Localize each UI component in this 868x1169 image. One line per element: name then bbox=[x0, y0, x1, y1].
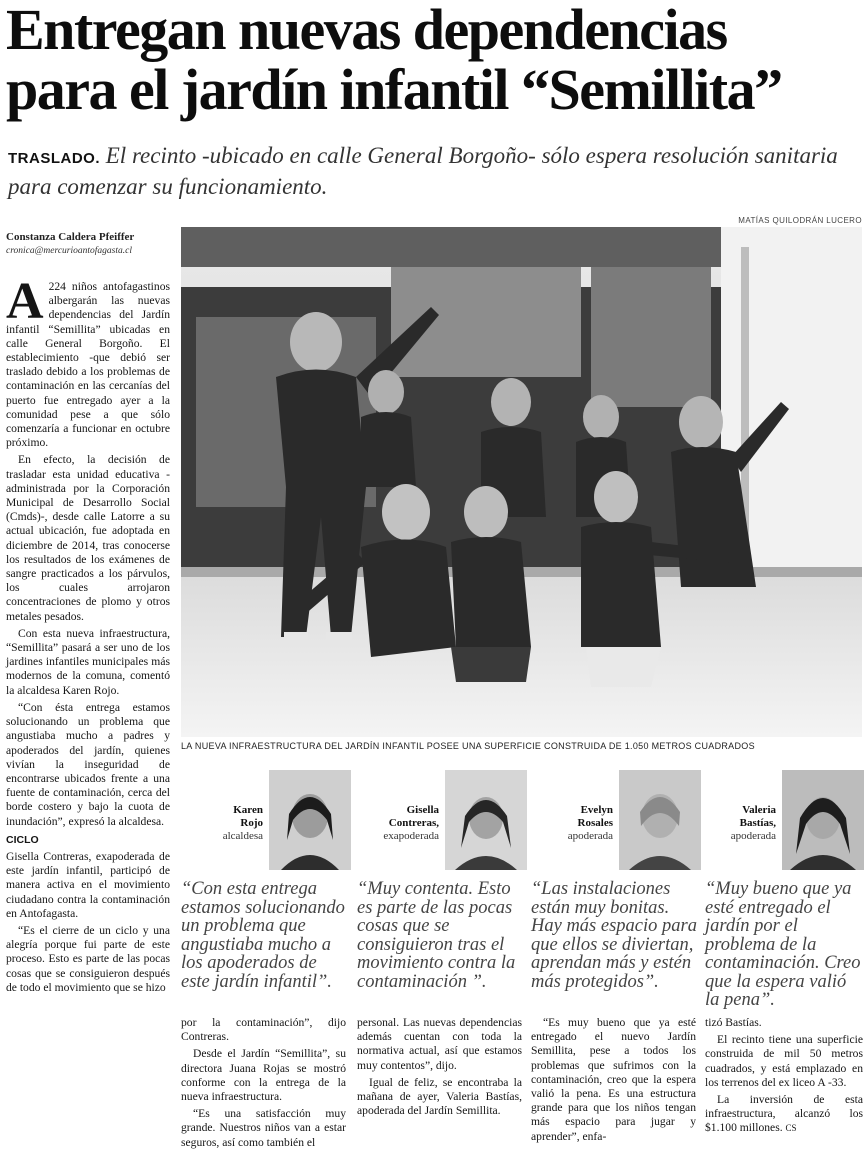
deck bbox=[8, 142, 858, 201]
byline bbox=[6, 231, 166, 256]
left-column bbox=[6, 273, 170, 998]
quote-name-line-1: Valeria bbox=[742, 804, 776, 816]
quote-name-line-1: Gisella bbox=[406, 804, 439, 816]
photo-credit: MATÍAS QUILODRÁN LUCERO bbox=[738, 216, 862, 225]
children-group-illustration bbox=[181, 227, 862, 737]
pull-quote: “Muy bueno que ya esté entregado el jardín por el problema de la contaminación. Creo que la espera valió la pena”. bbox=[705, 879, 861, 1010]
article-paragraph: personal. Las nuevas dependencias además cuentan con toda la normativa actual, así que estamos muy contentos”, dijo. bbox=[357, 1016, 522, 1072]
article-paragraph: El recinto tiene una superficie construida de mil 50 metros cuadrados, y está emplazado en los terrenos del ex liceo A -33. bbox=[705, 1033, 863, 1089]
article-paragraph: por la contaminación”, dijo Contreras. bbox=[181, 1016, 346, 1044]
portrait-photo bbox=[269, 770, 351, 870]
article-paragraph: Igual de feliz, se encontraba la mañana de ayer, Valeria Bastías, apoderada del Jardín Semillita. bbox=[357, 1075, 522, 1118]
quote-name-line-2: Contreras, bbox=[388, 817, 439, 829]
headline bbox=[6, 0, 862, 120]
quote-name-line-2: Rojo bbox=[240, 817, 263, 829]
article-paragraph: Gisella Contreras, exapoderada de este jardín infantil, participó de manera activa en el movimiento ciudadano contra la contaminación en Antofagasta. bbox=[6, 849, 170, 920]
headline-line-1: Entregan nuevas dependencias bbox=[6, 0, 727, 62]
article-paragraph: Con esta nueva infraestructura, “Semillita” pasará a ser uno de los jardines infantiles municipales más modernos de la comuna, comentó la alcaldesa Karen Rojo. bbox=[6, 626, 170, 697]
subheading: CICLO bbox=[6, 833, 39, 846]
quotes-strip bbox=[181, 768, 864, 1008]
pull-quote: “Con esta entrega estamos solucionando un problema que angustiaba mucho a los apoderados de este jardín infantil”. bbox=[181, 879, 345, 992]
quote-name-line-1: Karen bbox=[233, 804, 263, 816]
quote-card bbox=[705, 768, 864, 1008]
quote-role: exapoderada bbox=[383, 830, 439, 842]
quote-name-line-2: Rosales bbox=[577, 817, 613, 829]
article-paragraph: “Es el cierre de un ciclo y una alegría porque fui parte de este proceso. Esto es parte de las pocas cosas que se consiguieron después de todo el movimiento que se hizo bbox=[6, 923, 170, 994]
quote-name-line-2: Bastías, bbox=[739, 817, 776, 829]
deck-kicker: TRASLADO. bbox=[8, 150, 100, 167]
portrait-photo bbox=[445, 770, 527, 870]
article-paragraph: En efecto, la decisión de trasladar esta unidad educativa -administrada por la Corporación Municipal de Desarrollo Social (Cmds)-, desde calle Latorre a su actual ubicación, fue adoptada en diciembre de 2014, tras conocerse los resultados de los exámenes de sangre practicados a los párvulos, los cuales arrojaron concentraciones de plomo y otros metales pesados. bbox=[6, 453, 170, 623]
main-photo bbox=[181, 227, 862, 737]
body-column-1 bbox=[181, 1016, 346, 1153]
quote-attribution bbox=[731, 804, 776, 843]
quote-card bbox=[357, 768, 527, 1008]
paragraph-text: La inversión de esta infraestructura, alcanzó los $1.100 millones. bbox=[705, 1093, 863, 1135]
quote-card bbox=[531, 768, 701, 1008]
deck-text: El recinto -ubicado en calle General Borgoño- sólo espera resolución sanitaria para comenzar su funcionamiento. bbox=[8, 143, 838, 199]
quote-attribution bbox=[383, 804, 439, 843]
portrait-photo bbox=[782, 770, 864, 870]
pull-quote: “Las instalaciones están muy bonitas. Hay más espacio para que ellos se diviertan, aprendan más y estén más protegidos”. bbox=[531, 879, 697, 992]
body-column-3 bbox=[531, 1016, 696, 1147]
body-column-4 bbox=[705, 1016, 863, 1139]
quote-attribution bbox=[223, 804, 263, 843]
byline-author: Constanza Caldera Pfeiffer bbox=[6, 231, 135, 243]
quote-role: apoderada bbox=[567, 830, 613, 842]
article-paragraph: “Es una satisfacción muy grande. Nuestros niños van a estar seguros, así como también el bbox=[181, 1107, 346, 1149]
pull-quote: “Muy contenta. Esto es parte de las pocas cosas que se consiguieron tras el movimiento contra la contaminación ”. bbox=[357, 879, 516, 992]
quote-role: alcaldesa bbox=[222, 830, 263, 842]
article-paragraph: “Con ésta entrega estamos solucionando un problema que angustiaba mucho a padres y apoderados del jardín, quienes vivían la inseguridad de encontrarse ubicados frente a una fuente de contaminación, cerca del borde costero y bajo la cuota de inundación”, expresó la alcaldesa. bbox=[6, 700, 170, 828]
quote-role: apoderada bbox=[730, 830, 776, 842]
byline-email: cronica@mercurioantofagasta.cl bbox=[6, 246, 132, 256]
body-column-2 bbox=[357, 1016, 522, 1121]
paragraph-text: 224 niños antofagastinos albergarán las nuevas dependencias del Jardín infantil “Semillita” ubicadas en calle General Borgoño. El establecimiento -que debió ser traslado debido a los problemas de contaminación en las cercanías del puerto fue entregado ayer a la comunidad pese a que sólo comenzaría a funcionar en octubre próximo. bbox=[6, 280, 170, 450]
quote-attribution bbox=[568, 804, 613, 843]
article-paragraph: tizó Bastías. bbox=[705, 1016, 762, 1029]
article-paragraph: Desde el Jardín “Semillita”, su directora Juana Rojas se mostró conforme con la entrega de la nueva infraestructura. bbox=[181, 1047, 346, 1104]
quote-name-line-1: Evelyn bbox=[580, 804, 613, 816]
drop-cap: A bbox=[6, 273, 44, 330]
article-paragraph: “Es muy bueno que ya esté entregado el nuevo Jardín Semillita, pese a todos los problemas que sufrimos con la contaminación, creo que la espera valió la pena. Es una estructura grande para que los niños tengan más espacio para jugar y aprender”, enfa- bbox=[531, 1016, 696, 1143]
photo-caption: LA NUEVA INFRAESTRUCTURA DEL JARDÍN INFANTIL POSEE UNA SUPERFICIE CONSTRUIDA DE 1.050 METROS CUADRADOS bbox=[181, 741, 755, 751]
end-mark: CS bbox=[785, 1123, 797, 1134]
quote-card bbox=[181, 768, 351, 1008]
portrait-photo bbox=[619, 770, 701, 870]
article-paragraph bbox=[705, 1093, 863, 1136]
headline-line-2: para el jardín infantil “Semillita” bbox=[6, 57, 782, 122]
article-paragraph bbox=[6, 273, 170, 450]
